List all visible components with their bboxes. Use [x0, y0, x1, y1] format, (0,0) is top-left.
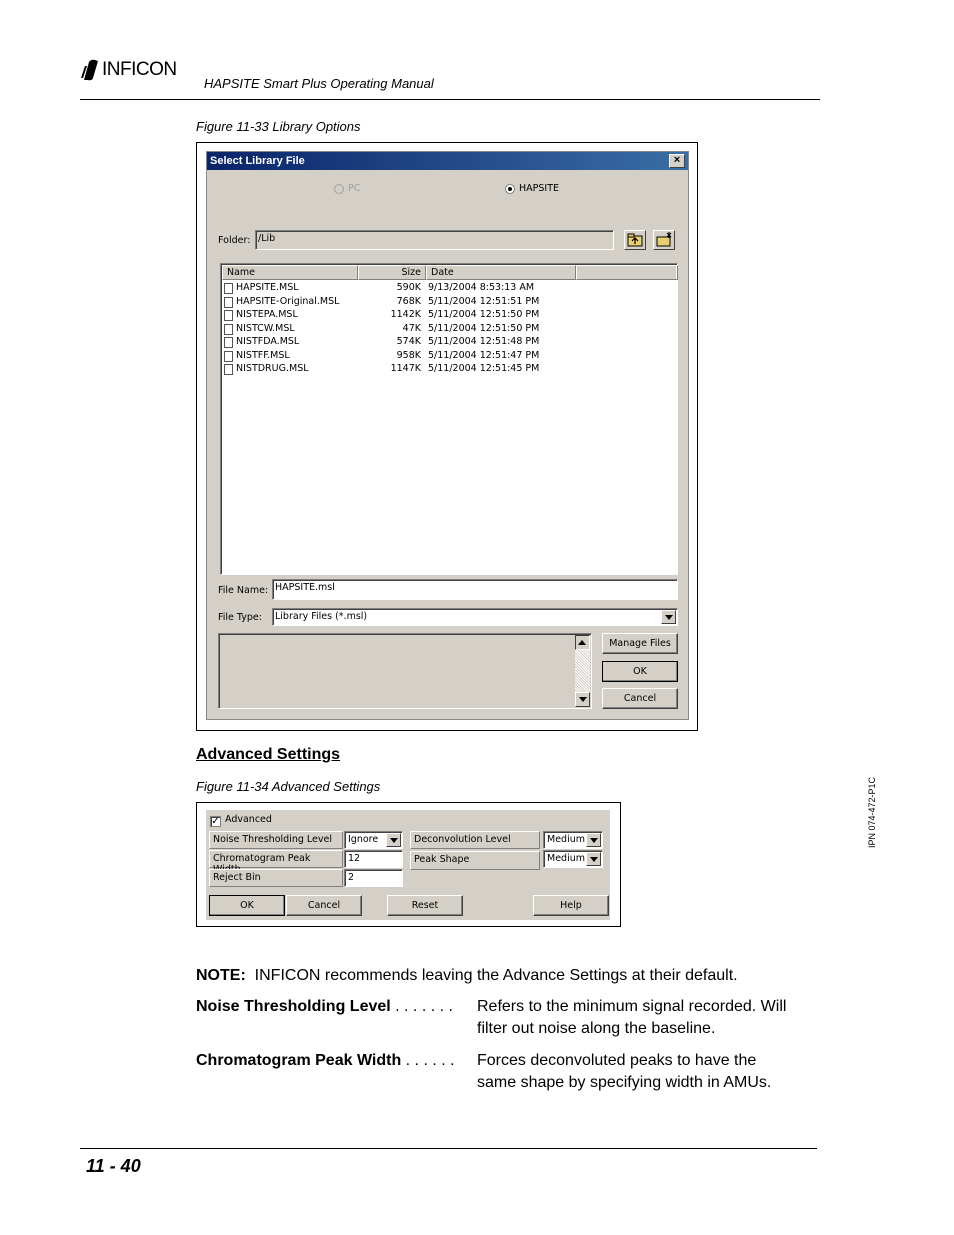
reject-bin-input[interactable]: 2: [344, 869, 403, 887]
ipn-code: IPN 074-472-P1C: [867, 776, 877, 848]
term-text: Noise Thresholding Level: [196, 998, 391, 1015]
file-date: 5/11/2004 12:51:48 PM: [428, 336, 540, 347]
advanced-cancel-button[interactable]: Cancel: [286, 895, 362, 916]
radio-hapsite[interactable]: [505, 184, 515, 194]
radio-pc[interactable]: [334, 184, 344, 194]
file-name: NISTCW.MSL: [236, 322, 295, 334]
dialog-title: Select Library File: [210, 155, 305, 167]
file-date: 5/11/2004 12:51:45 PM: [428, 363, 540, 374]
file-icon: [224, 351, 233, 362]
file-row[interactable]: [223, 309, 677, 323]
file-list[interactable]: [220, 263, 678, 575]
file-icon: [224, 283, 233, 294]
peak-shape-dropdown-icon[interactable]: [586, 852, 601, 866]
advanced-help-button[interactable]: Help: [533, 895, 609, 916]
file-date: 5/11/2004 12:51:50 PM: [428, 322, 540, 334]
up-folder-icon: [625, 231, 645, 249]
file-size: 1147K: [390, 363, 421, 374]
dialog-titlebar: [207, 152, 688, 170]
inficon-logo: [80, 58, 177, 82]
advanced-reset-button[interactable]: Reset: [387, 895, 463, 916]
definition-line: same shape by specifying width in AMUs.: [477, 1074, 772, 1091]
file-row[interactable]: [223, 323, 677, 337]
new-folder-icon: [654, 231, 674, 249]
folder-value: /Lib: [258, 233, 276, 244]
figure-caption-advanced-settings: Figure 11-34 Advanced Settings: [196, 779, 381, 794]
term-text: Chromatogram Peak Width: [196, 1052, 402, 1069]
column-header-date[interactable]: Date: [426, 265, 576, 280]
file-name-value: HAPSITE.msl: [275, 582, 335, 593]
folder-field[interactable]: [255, 230, 614, 250]
file-type-label: File Type:: [218, 612, 262, 623]
note-text: INFICON recommends leaving the Advance Settings at their default.: [254, 967, 738, 984]
deconvolution-dropdown-icon[interactable]: [586, 833, 601, 847]
up-folder-button[interactable]: [624, 230, 646, 250]
file-icon: [224, 297, 233, 308]
noise-thresholding-value: Ignore: [348, 834, 379, 845]
term-leader: . . . . . . .: [390, 998, 453, 1015]
file-type-dropdown-icon[interactable]: [661, 610, 676, 624]
reject-bin-label: Reject Bin: [209, 869, 343, 887]
definition-line: Forces deconvoluted peaks to have the: [477, 1052, 757, 1069]
file-size: 958K: [396, 349, 421, 361]
file-row[interactable]: [223, 336, 677, 350]
file-size: 47K: [402, 322, 421, 334]
select-library-dialog: [206, 151, 689, 720]
note-label: NOTE:: [196, 967, 246, 984]
note-paragraph: [196, 965, 738, 987]
footer-rule: [80, 1148, 817, 1149]
radio-hapsite-label: HAPSITE: [519, 183, 560, 194]
definition-text-noise: [477, 996, 817, 1040]
deconvolution-level-select[interactable]: [543, 831, 603, 849]
file-row[interactable]: [223, 282, 677, 296]
advanced-checkbox-label: Advanced: [225, 814, 272, 825]
advanced-settings-panel: [206, 810, 610, 920]
definition-line: filter out noise along the baseline.: [477, 1020, 716, 1037]
file-name: HAPSITE-Original.MSL: [236, 295, 340, 307]
file-name: NISTFF.MSL: [236, 349, 290, 361]
header-rule: [80, 99, 820, 100]
figure-caption-library-options: Figure 11-33 Library Options: [196, 119, 361, 134]
advanced-ok-button[interactable]: OK: [209, 895, 285, 916]
advanced-checkbox[interactable]: [210, 816, 221, 827]
file-icon: [224, 324, 233, 335]
peak-shape-value: Medium: [547, 853, 585, 864]
ok-button[interactable]: OK: [602, 661, 678, 682]
chromatogram-peak-width-input[interactable]: 12: [344, 850, 403, 868]
file-row[interactable]: [223, 296, 677, 310]
cancel-button[interactable]: Cancel: [602, 688, 678, 709]
definition-term-chromatogram: [196, 1050, 455, 1072]
file-date: 9/13/2004 8:53:13 AM: [428, 282, 535, 293]
file-name: NISTDRUG.MSL: [236, 363, 309, 374]
file-type-select[interactable]: [272, 608, 678, 626]
info-box: [218, 633, 592, 709]
column-header-size[interactable]: Size: [358, 265, 426, 280]
term-leader: . . . . . .: [401, 1052, 455, 1069]
file-size: 574K: [396, 336, 421, 347]
definition-line: Refers to the minimum signal recorded. Will: [477, 998, 787, 1015]
definition-term-noise: [196, 996, 453, 1018]
scroll-up-icon[interactable]: [575, 635, 590, 650]
noise-dropdown-icon[interactable]: [386, 833, 401, 847]
brand-name: INFICON: [102, 59, 177, 80]
page-number: 11 - 40: [86, 1156, 141, 1176]
manage-files-button[interactable]: Manage Files: [602, 633, 678, 654]
file-name: HAPSITE.MSL: [236, 282, 299, 293]
file-list-header: [222, 265, 676, 280]
close-button[interactable]: ×: [669, 154, 685, 168]
manual-title: HAPSITE Smart Plus Operating Manual: [204, 76, 434, 91]
section-heading: Advanced Settings: [196, 746, 341, 763]
checkmark-icon: ✓: [211, 816, 220, 827]
info-scrollbar[interactable]: [575, 635, 590, 707]
file-row[interactable]: [223, 363, 677, 377]
column-header-empty: [576, 265, 678, 280]
file-type-value: Library Files (*.msl): [275, 611, 368, 622]
peak-shape-label: Peak Shape: [410, 851, 540, 870]
file-name: NISTFDA.MSL: [236, 336, 300, 347]
scroll-down-icon[interactable]: [575, 692, 590, 707]
deconvolution-level-label: Deconvolution Level: [410, 831, 540, 849]
file-date: 5/11/2004 12:51:47 PM: [428, 349, 540, 361]
deconvolution-level-value: Medium: [547, 834, 585, 845]
column-header-name[interactable]: Name: [222, 265, 358, 280]
file-icon: [224, 337, 233, 348]
file-row[interactable]: [223, 350, 677, 364]
file-icon: [224, 364, 233, 375]
inficon-logo-icon: [80, 58, 100, 82]
noise-thresholding-label: Noise Thresholding Level: [209, 831, 343, 849]
file-size: 1142K: [390, 309, 421, 320]
chromatogram-peak-width-label: Chromatogram Peak: [209, 850, 343, 868]
peak-shape-select[interactable]: [543, 850, 603, 868]
definition-text-chromatogram: [477, 1050, 817, 1094]
file-name-label: File Name:: [218, 585, 269, 596]
file-date: 5/11/2004 12:51:50 PM: [428, 309, 540, 320]
folder-label: Folder:: [218, 235, 251, 246]
file-size: 768K: [396, 295, 421, 307]
radio-pc-label: PC: [348, 183, 361, 194]
file-name-input[interactable]: [272, 579, 678, 600]
file-date: 5/11/2004 12:51:51 PM: [428, 295, 540, 307]
file-name: NISTEPA.MSL: [236, 309, 298, 320]
noise-thresholding-select[interactable]: [344, 831, 403, 849]
file-icon: [224, 310, 233, 321]
file-size: 590K: [396, 282, 421, 293]
new-folder-button[interactable]: [653, 230, 675, 250]
